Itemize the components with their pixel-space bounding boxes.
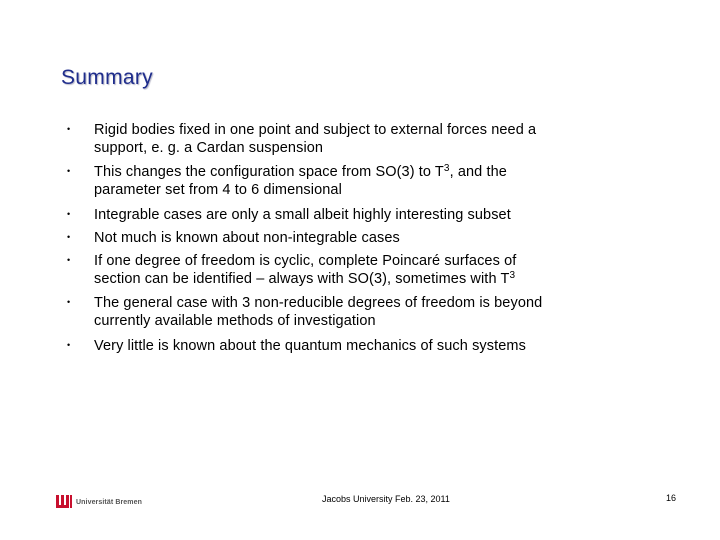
bullet-marker: •	[67, 166, 71, 176]
bullet-text	[94, 229, 634, 247]
bullet-text	[94, 252, 634, 288]
page-number: 16	[666, 493, 677, 503]
bullet-text	[94, 206, 634, 224]
bullet-text	[94, 163, 634, 199]
bullet-line: The general case with 3 non-reducible degrees of freedom is beyond	[94, 295, 543, 311]
bullet-marker: •	[67, 255, 71, 265]
university-logo	[55, 492, 142, 512]
bullet-line: Rigid bodies fixed in one point and subject to external forces need a	[94, 122, 537, 138]
bullet-line: parameter set from 4 to 6 dimensional	[94, 182, 342, 198]
logo-text: Universität Bremen	[76, 498, 142, 506]
bullet-line: If one degree of freedom is cyclic, complete Poincaré surfaces of	[94, 253, 517, 269]
superscript: 3	[443, 163, 450, 174]
bullet-marker: •	[67, 209, 71, 219]
bullet-marker: •	[67, 232, 71, 242]
bullet-line: section can be identified – always with SO(3), sometimes with T	[94, 271, 510, 287]
bullet-line: Not much is known about non-integrable cases	[94, 230, 400, 246]
slide-title: Summary	[61, 66, 153, 89]
university-logo-icon	[55, 493, 73, 511]
bullet-marker: •	[67, 297, 71, 307]
bullet-text	[94, 337, 634, 355]
bullet-line: currently available methods of investigation	[94, 313, 376, 329]
bullet-line: Integrable cases are only a small albeit highly interesting subset	[94, 207, 511, 223]
bullet-line: support, e. g. a Cardan suspension	[94, 140, 324, 156]
footer-event-date: Jacobs University Feb. 23, 2011	[322, 494, 450, 504]
bullet-marker: •	[67, 124, 71, 134]
bullet-line-tail: , and the	[449, 164, 507, 180]
superscript: 3	[509, 270, 516, 281]
bullet-text	[94, 121, 634, 157]
bullet-marker: •	[67, 340, 71, 350]
bullet-text	[94, 294, 634, 330]
bullet-line: This changes the configuration space from SO(3) to T	[94, 164, 444, 180]
bullet-line: Very little is known about the quantum mechanics of such systems	[94, 338, 526, 354]
